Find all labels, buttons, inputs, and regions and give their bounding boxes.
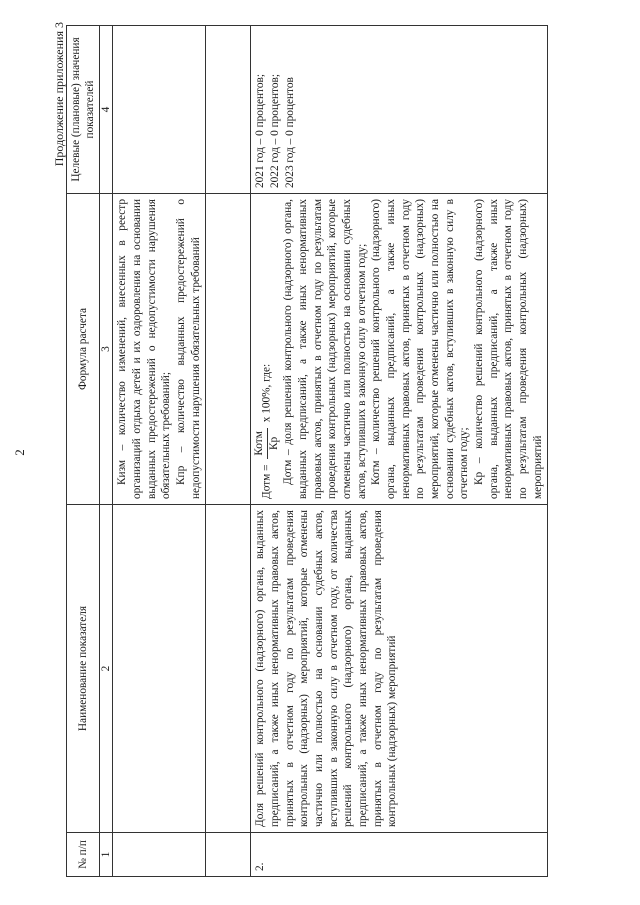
formula-paragraph: Кпр – количество выданных предостережений о недопустимости нарушения обязательных требований — [174, 199, 202, 499]
formula-paragraph: Котм – количество решений контрольного (надзорного) органа, выданных предписаний, а также иных ненормативных правовых актов, принятых в отчетном году по результатам проведения контрольных (надзорных) мероприятий, которые отменены частично или полностью на основании судебных актов, вступивших в законную силу в отчетном году; — [370, 199, 471, 499]
formula-lhs: Дотм = — [260, 464, 273, 499]
formula-paragraph: Кизм – количество изменений, внесенных в реестр организаций отдыха детей и их оздоровления на основании выданных предостережений о недопустимости нарушения обязательных требований; — [116, 199, 173, 499]
target-value: 2023 год – 0 процентов — [283, 77, 296, 188]
column-number: 3 — [100, 194, 113, 505]
column-number: 1 — [100, 833, 113, 877]
row-number: 2. — [251, 833, 548, 877]
formula-denominator: Кр — [267, 436, 280, 450]
indicators-table — [66, 25, 548, 877]
table-header-row — [67, 26, 100, 877]
formula-cell — [251, 194, 548, 505]
formula-numerator: Котм — [253, 428, 268, 459]
header-formula: Формула расчета — [67, 194, 100, 505]
column-number: 4 — [100, 26, 113, 194]
column-number: 2 — [100, 505, 113, 833]
formula-paragraph: Кр – количество решений контрольного (надзорного) органа, выданных предписаний, а также иных ненормативных правовых актов, принятых в отчетном году по результатам проведения контрольных (надзорных) мероприятий — [473, 199, 544, 499]
column-number-row — [100, 26, 113, 877]
header-values: Целевые (плановые) значения показателей — [67, 26, 100, 194]
header-name: Наименование показателя — [67, 505, 100, 833]
target-values — [251, 26, 548, 194]
table-row — [113, 26, 206, 877]
target-value: 2022 год – 0 процентов; — [268, 74, 281, 188]
target-value: 2021 год – 0 процентов; — [254, 74, 267, 188]
continuation-note: Продолжение приложения 3 — [52, 22, 66, 167]
formula-cell — [113, 194, 206, 505]
formula-paragraph: Дотм – доля решений контрольного (надзорного) органа, выданных предписаний, а также иных ненормативных правовых актов, принятых в отчетном году по результатам проведения контрольных (надзорных) мероприятий, которые отменены частично или полностью на основании судебных актов, вступивших в законную силу в отчетном году; — [282, 199, 368, 499]
indicator-name: Доля решений контрольного (надзорного) органа, выданных предписаний, а также иных ненормативных правовых актов, принятых в отчетном году по результатам проведения контрольных (надзорных) мероприятий, которые отменены частично или полностью на основании судебных актов, вступивших в законную силу в отчетном году, от количества решений контрольного (надзорного) органа, выданных предписаний, а также иных ненормативных правовых актов, принятых в отчетном году по результатам проведения контрольных (надзорных) мероприятий — [251, 505, 548, 833]
formula-fraction — [253, 428, 281, 459]
table-row — [251, 26, 548, 877]
header-number: № п/п — [67, 833, 100, 877]
page-number: 2 — [12, 449, 27, 456]
formula-rhs: х 100%, где: — [260, 363, 273, 423]
formula — [253, 199, 281, 499]
